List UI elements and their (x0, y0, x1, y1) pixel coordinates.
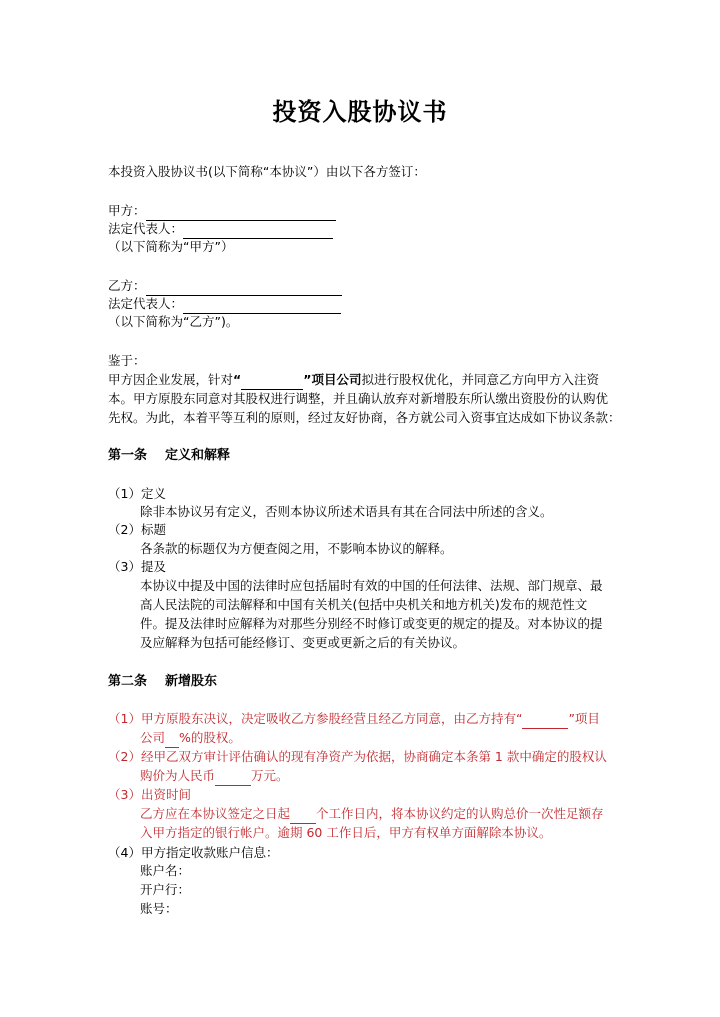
article-1-item-2-label: （2）标题 (108, 522, 166, 537)
article-1-item-1-label: （1）定义 (108, 486, 166, 501)
intro-text: 本投资入股协议书(以下简称“本协议”）由以下各方签订： (108, 164, 426, 179)
account-no-label: 账号： (140, 901, 178, 916)
article-2-i1-l2-pre: 公司 (140, 730, 166, 745)
article-2-item-3-line-1 (140, 805, 604, 824)
article-2-i1-post: ”项目 (568, 711, 600, 726)
article-2-title: 新增股东 (165, 674, 218, 689)
whereas-line-3: 先权。为此，本着平等互利的原则，经过友好协商，各方就公司入资事宜达成如下协议条款： (108, 410, 621, 425)
party-a-line (108, 202, 336, 221)
party-a-note: （以下简称为“甲方”） (108, 239, 234, 254)
party-b-rep-line (108, 295, 341, 314)
quote-close: ” (303, 372, 312, 387)
article-2-i2-l2-post: 万元。 (251, 768, 289, 783)
days-blank (290, 805, 316, 824)
article-1-item-1-text: 除非本协议另有定义，否则本协议所述术语具有其在合同法中所述的含义。 (140, 504, 553, 519)
article-2-item-2-line-2 (140, 767, 289, 786)
article-2-i2-l2-pre: 购价为人民币 (140, 768, 216, 783)
article-2-i3-post: 个工作日内，将本协议约定的认购总价一次性足额存 (316, 806, 604, 821)
percent-blank (165, 729, 179, 748)
party-b-line (108, 277, 342, 296)
article-1-item-2-text: 各条款的标题仅为方便查阅之用，不影响本协议的解释。 (140, 541, 453, 556)
article-1-heading (108, 447, 230, 465)
party-a-rep-line (108, 220, 333, 239)
quote-open: “ (233, 372, 242, 387)
party-a-blank (146, 202, 336, 221)
whereas-l1-post: 拟进行股权优化，并同意乙方向甲方入注资 (361, 372, 599, 387)
article-1-title: 定义和解释 (165, 448, 231, 463)
article-2-item-1-line-2 (140, 729, 241, 748)
party-a-label: 甲方： (108, 203, 146, 218)
article-2-item-4-label: （4）甲方指定收款账户信息： (108, 845, 279, 860)
article-2-i3-pre: 乙方应在本协议签定之日起 (140, 806, 291, 821)
party-b-label: 乙方： (108, 278, 146, 293)
whereas-line-2: 本。甲方原股东同意对其股权进行调整，并且确认放弃对新增股东所认缴出资股份的认购优 (108, 391, 609, 406)
article-2-item-3-label: （3）出资时间 (108, 787, 191, 802)
whereas-l1-pre: 甲方因企业发展，针对 (108, 372, 234, 387)
article-1-item-3-line-3: 件。提及法律时应解释为对那些分别经不时修订或变更的规定的提及。对本协议的提 (140, 616, 603, 631)
price-blank (215, 767, 251, 786)
document-title: 投资入股协议书 (272, 97, 448, 126)
article-2-item-3-line-2: 入甲方指定的银行帐户。逾期 60 工作日后，甲方有权单方面解除本协议。 (140, 825, 552, 840)
article-2-i1-pre: （1）甲方原股东决议，决定吸收乙方参股经营且经乙方同意，由乙方持有“ (108, 711, 523, 726)
party-b-rep-label: 法定代表人： (108, 296, 184, 311)
party-a-rep-blank (183, 220, 333, 239)
article-1-item-3-line-2: 高人民法院的司法解释和中国有关机关(包括中央机关和地方机关)发布的规范性文 (140, 597, 588, 612)
article-1-item-3-line-1: 本协议中提及中国的法律时应包括届时有效的中国的任何法律、法规、部门规章、最 (140, 578, 603, 593)
article-1-num: 第一条 (108, 448, 148, 463)
article-1-item-3-line-4: 及应解释为包括可能经修订、变更或更新之后的有关协议。 (140, 635, 466, 650)
bank-label: 开户行： (140, 882, 191, 897)
party-b-note: （以下简称为“乙方”)。 (108, 314, 239, 329)
party-b-rep-blank (183, 295, 341, 314)
project-blank (522, 710, 568, 729)
article-2-i1-l2-post: %的股权。 (179, 730, 241, 745)
whereas-line-1 (108, 371, 599, 390)
article-2-item-1-line-1 (108, 710, 600, 729)
party-b-blank (146, 277, 342, 296)
article-2-heading (108, 673, 217, 691)
party-a-rep-label: 法定代表人： (108, 221, 184, 236)
article-1-item-3-label: （3）提及 (108, 559, 166, 574)
project-company: 项目公司 (311, 372, 362, 387)
article-2-num: 第二条 (108, 674, 148, 689)
project-name-blank (241, 371, 303, 390)
whereas-label: 鉴于： (108, 353, 146, 368)
account-name-label: 账户名： (140, 863, 191, 878)
article-2-item-2-line-1: （2）经甲乙双方审计评估确认的现有净资产为依据，协商确定本条第 1 款中确定的股权认 (108, 749, 607, 764)
